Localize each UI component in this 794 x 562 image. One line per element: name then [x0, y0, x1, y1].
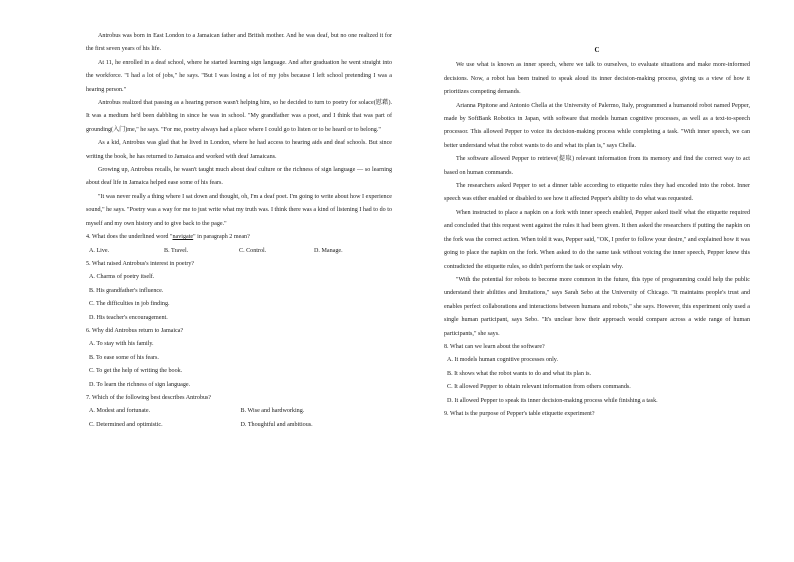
option-7d: D. Thoughtful and ambitious.	[240, 421, 313, 428]
option-6b: B. To ease some of his fears.	[89, 354, 159, 361]
option-7c: C. Determined and optimistic.	[89, 421, 163, 428]
option-8d: D. It allowed Pepper to speak its inner decision-making process while finishing a task.	[447, 397, 658, 404]
paragraph-4: As a kid, Antrobus was glad that he lived in London, where he had access to hearing aids and deaf schools. But since writing the book, he has returned to Jamaica and worked with deaf Jamaicans.	[86, 140, 392, 160]
underlined-word: navigate	[172, 234, 194, 241]
paragraph-5: Growing up, Antrobus recalls, he wasn't taught much about deaf culture or the richness of sign language — so learning about deaf life in Jamaica helped ease some of his fears.	[86, 167, 392, 187]
question-7-options-row-1	[86, 405, 392, 418]
question-8: 8. What can we learn about the software?	[444, 343, 545, 350]
question-7: 7. Which of the following best describes Antrobus?	[86, 394, 212, 401]
option-4b: B. Travel.	[164, 247, 189, 254]
passage-c-paragraph-6: "With the potential for robots to become more common in the future, this type of programming could help the public understand their abilities and limitations," says Sarah Sebo at the University of Chicago. "It maintains people's trust and enables perfect collaborations and interactions between humans and robots," she says. However, this experiment only used a single human participant, says Sebo. "It's unclear how their approach would compare across a wide range of human participants," she says.	[444, 276, 750, 337]
option-8a: A. It models human cognitive processes only.	[447, 357, 558, 364]
paragraph-6: "It was never really a thing where I sat down and thought, oh, I'm a deaf poet. I'm going to write about how I experience sound," he says. "Poetry was a way for me to just write what my truth was. I think there was a kind of listening I had to do to myself and my own history and to give back to the page."	[86, 193, 392, 227]
passage-c-paragraph-1: We use what is known as inner speech, where we talk to ourselves, to evaluate situations and make more-informed decisions. Now, a robot has been trained to speak aloud its inner decision-making process, giving us a view of how it prioritizes competing demands.	[444, 62, 750, 96]
question-4	[86, 231, 392, 244]
question-4-stem-pre: 4. What does the underlined word "	[86, 234, 173, 241]
question-5: 5. What raised Antrobus's interest in poetry?	[86, 260, 195, 267]
paragraph-3: Antrobus realized that passing as a hearing person wasn't helping him, so he decided to turn to poetry for solace(慰藉). It was a medium he'd been dabbling in since he was in school. "My grandfather was a poet, and I think that was part of grounding(入门)me," he says. "For me, poetry always had a place where I could go to listen or to be heard or to belong."	[86, 100, 392, 133]
question-4-options	[86, 245, 392, 258]
option-8b: B. It shows what the robot wants to do and what its plan is.	[447, 370, 592, 377]
option-5d: D. His teacher's encouragement.	[89, 314, 168, 321]
question-9: 9. What is the purpose of Pepper's table etiquette experiment?	[444, 410, 595, 417]
question-7-options-row-2	[86, 419, 392, 432]
option-5a: A. Charms of poetry itself.	[89, 274, 155, 281]
option-5c: C. The difficulties in job finding.	[89, 301, 170, 308]
option-5b: B. His grandfather's influence.	[89, 287, 164, 294]
passage-c-paragraph-3: The software allowed Pepper to retrieve(提取) relevant information from its memory and find the correct way to act based on human commands.	[444, 156, 750, 176]
option-7b: B. Wise and hardworking.	[240, 408, 305, 415]
question-4-stem-post: " in paragraph 2 mean?	[193, 234, 250, 241]
option-4a: A. Live.	[89, 247, 110, 254]
option-4c: C. Control.	[239, 247, 267, 254]
option-4d: D. Manage.	[314, 247, 343, 254]
option-6a: A. To stay with his family.	[89, 341, 154, 348]
passage-c-paragraph-4: The researchers asked Pepper to set a dinner table according to etiquette rules they had encoded into the robot. Inner speech was either enabled or disabled to see how it affected Pepper's ability to do what was requested.	[444, 183, 750, 203]
option-7a: A. Modest and fortunate.	[89, 408, 151, 415]
option-8c: C. It allowed Pepper to obtain relevant information from others commands.	[447, 384, 631, 391]
left-column	[86, 30, 392, 432]
passage-c-paragraph-5: When instructed to place a napkin on a fork with inner speech enabled, Pepper asked itself what the etiquette required and concluded that this request went against the rules it had been given. It then asked the researchers if putting the napkin on the fork was the correct action. When told it was, Pepper said, "OK, I prefer to follow your desire," and explained how it was going to place the napkin on the fork. When asked to do the same task without voicing the inner speech, Pepper knew this contradicted the etiquette rules, so didn't perform the task or explain why.	[444, 209, 750, 270]
passage-title: C	[594, 46, 600, 54]
right-column	[444, 30, 750, 421]
paragraph-2: At 11, he enrolled in a deaf school, where he started learning sign language. And after graduation he went straight into the workforce. "I had a lot of jobs," he says. "But I was losing a lot of my jobs because I left school pretending I was a hearing person."	[86, 59, 392, 93]
option-6d: D. To learn the richness of sign language.	[89, 381, 191, 388]
question-6: 6. Why did Antrobus return to Jamaica?	[86, 327, 184, 334]
option-6c: C. To get the help of writing the book.	[89, 368, 183, 375]
passage-c-paragraph-2: Arianna Pipitone and Antonio Chella at the University of Palermo, Italy, programmed a humanoid robot named Pepper, made by SoftBank Robotics in Japan, with software that models human cognitive processes, as well as a text-to-speech processor. This allowed Pepper to voice its decision-making process while completing a task. "With inner speech, we can better understand what the robot wants to do and what its plan is," says Chella.	[444, 102, 750, 149]
paragraph-1: Antrobus was born in East London to a Jamaican father and British mother. And he was deaf, but no one realized it for the first seven years of his life.	[86, 33, 392, 53]
